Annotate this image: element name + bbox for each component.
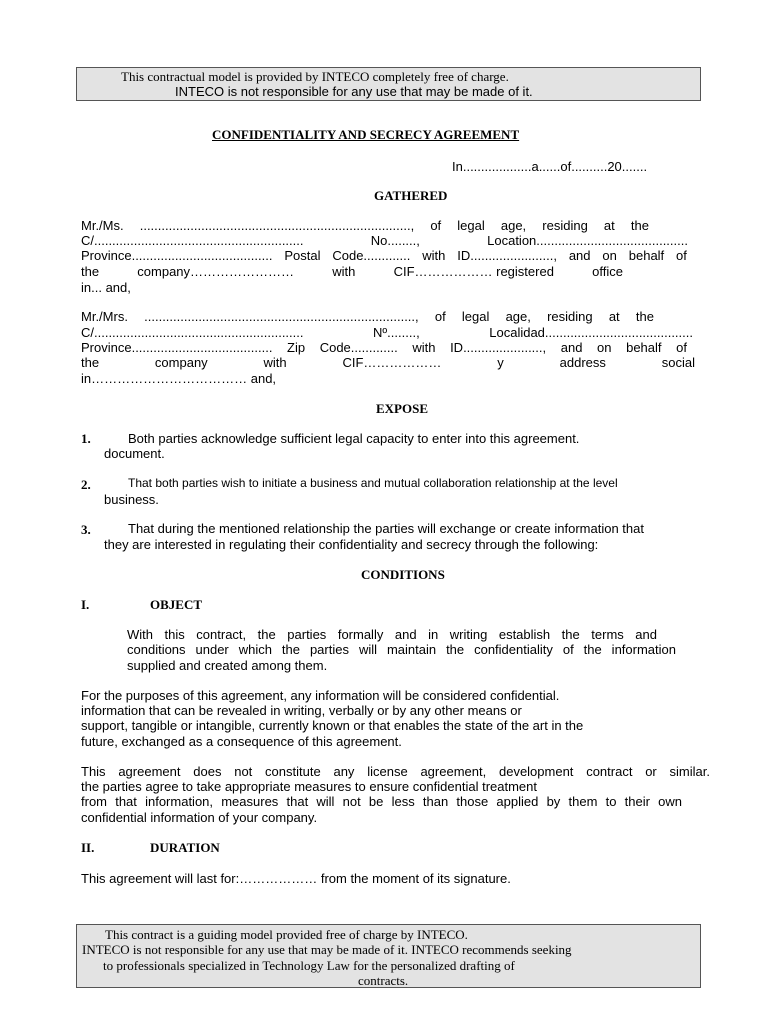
expose-item-number: 2. <box>81 477 91 492</box>
section1-heading: OBJECT <box>150 597 203 612</box>
section1-para2-line: information that can be revealed in writing, verbally or by any other means or <box>81 703 522 718</box>
bottom-notice-box <box>76 924 701 988</box>
party2-line3: Province....................................... Zip Code............. with ID......................, and on behalf of <box>81 340 687 355</box>
bottom-notice-line4: contracts. <box>358 973 409 988</box>
expose-heading: EXPOSE <box>376 401 429 416</box>
section1-intro-line: supplied and created among them. <box>127 658 328 673</box>
section1-para2-line: support, tangible or intangible, currently known or that enables the state of the art in the <box>81 718 584 733</box>
top-notice-line2: INTECO is not responsible for any use that may be made of it. <box>175 84 533 99</box>
expose-item-line1: Both parties acknowledge sufficient legal capacity to enter into this agreement. <box>128 431 580 446</box>
section1-intro-line: conditions under which the parties will maintain the confidentiality of the information <box>127 642 676 657</box>
section1-para3-line: This agreement does not constitute any license agreement, development contract or similar. <box>81 764 710 779</box>
section1-para2-line: For the purposes of this agreement, any information will be considered confidential. <box>81 688 560 703</box>
party1-line1: Mr./Ms. ..........................................................................., of legal age, residing at the <box>81 218 649 233</box>
expose-item-number: 3. <box>81 522 91 537</box>
bottom-notice-line3: to professionals specialized in Technology Law for the personalized drafting of <box>103 958 515 973</box>
party1-line4: the company…………………… with CIF……………… registered office <box>81 264 623 279</box>
party2-line2: C/.......................................................... Nº........, Localidad......................................... <box>81 325 693 340</box>
bottom-notice-line1: This contract is a guiding model provided free of charge by INTECO. <box>105 927 468 942</box>
top-notice-line1: This contractual model is provided by INTECO completely free of charge. <box>121 69 509 84</box>
section1-para3-line: confidential information of your company. <box>81 810 318 825</box>
date-line: In...................a......of..........20....... <box>452 159 648 174</box>
top-notice-box <box>76 67 701 101</box>
party1-line2: C/.......................................................... No........, Location.......................................... <box>81 233 688 248</box>
section1-para2-line: future, exchanged as a consequence of this agreement. <box>81 734 402 749</box>
expose-item-line2: document. <box>104 446 165 461</box>
party2-line4: the company with CIF……………… y address social <box>81 355 695 370</box>
document-title: CONFIDENTIALITY AND SECRECY AGREEMENT <box>212 127 520 142</box>
expose-item-line2: they are interested in regulating their confidentiality and secrecy through the following: <box>104 537 599 552</box>
expose-item-line1: That during the mentioned relationship the parties will exchange or create information that <box>128 521 644 536</box>
expose-item-number: 1. <box>81 431 91 446</box>
section1-para3-line: the parties agree to take appropriate measures to ensure confidential treatment <box>81 779 537 794</box>
party2-line1: Mr./Mrs. ..........................................................................., of legal age, residing at the <box>81 309 654 324</box>
party2-line5: in……………………………… and, <box>81 371 277 386</box>
party1-line5: in... and, <box>81 280 131 295</box>
expose-item-line2: business. <box>104 492 159 507</box>
party1-line3: Province....................................... Postal Code............. with ID......................., and on behalf of <box>81 248 687 263</box>
gathered-heading: GATHERED <box>374 188 448 203</box>
bottom-notice-line2: INTECO is not responsible for any use that may be made of it. INTECO recommends seeking <box>82 942 572 957</box>
expose-item-line1: That both parties wish to initiate a business and mutual collaboration relationship at the level <box>128 476 618 490</box>
section2-heading: DURATION <box>150 840 220 855</box>
section2-number: II. <box>81 840 95 855</box>
section1-para3-line: from that information, measures that will not be less than those applied by them to their own <box>81 794 682 809</box>
section1-intro-line: With this contract, the parties formally and in writing establish the terms and <box>127 627 657 642</box>
section2-text: This agreement will last for:……………… from the moment of its signature. <box>81 871 511 886</box>
conditions-heading: CONDITIONS <box>361 567 445 582</box>
section1-number: I. <box>81 597 90 612</box>
